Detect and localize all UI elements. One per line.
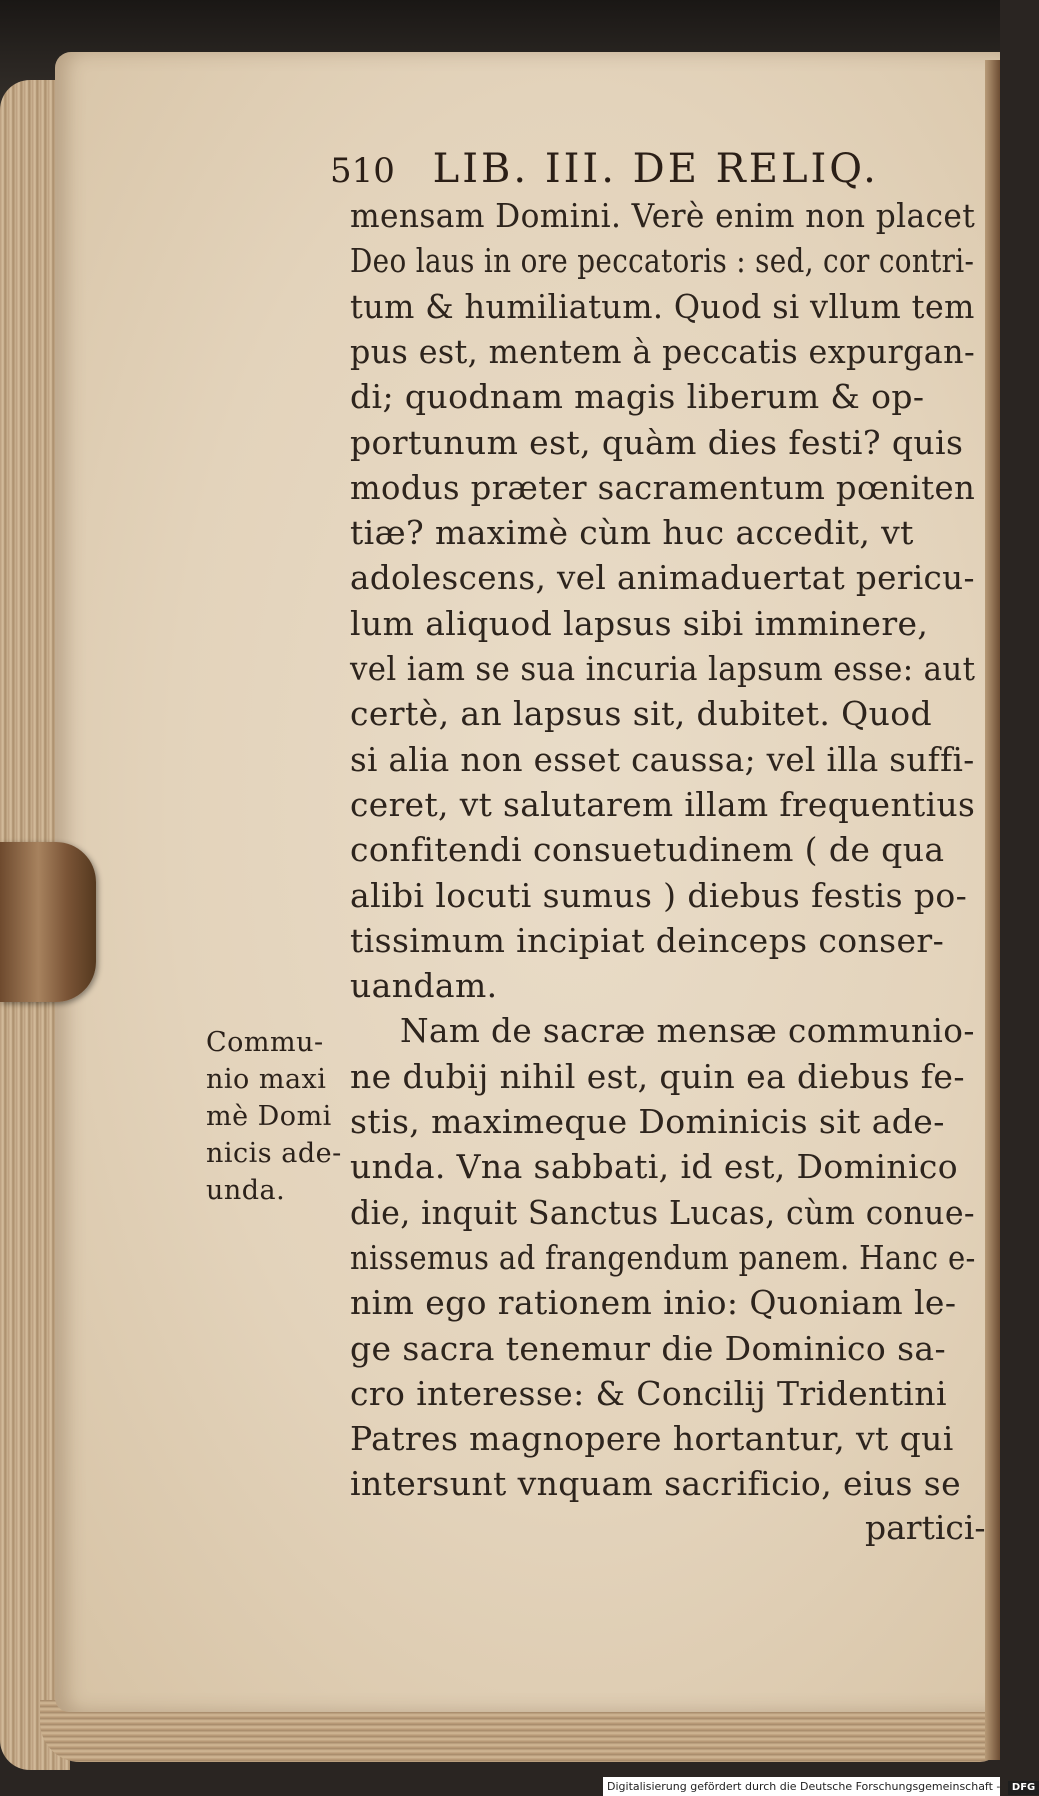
text-line: mensam Domini. Verè enim non placet [350,196,976,235]
text-line: portunum est, quàm dies festi? quis [350,423,964,462]
text-line: die, inquit Sanctus Lucas, cùm conue- [350,1193,976,1232]
margin-note-line: nicis ade- [206,1138,342,1169]
running-header [330,146,970,194]
text-line: adolescens, vel animaduertat pericu- [350,558,975,597]
text-line: lum aliquod lapsus sibi imminere, [350,604,929,643]
footer-text: Digitalisierung gefördert durch die Deutsche Forschungsgemeinschaft - [607,1780,1001,1793]
text-line: tissimum incipiat deinceps conser- [350,921,945,960]
text-line: nissemus ad frangendum panem. Hanc e- [350,1238,976,1277]
text-line: di; quodnam magis liberum & op- [350,377,925,416]
text-line: tiæ? maximè cùm huc accedit, vt [350,513,914,552]
text-line: stis, maximeque Dominicis sit ade- [350,1102,945,1141]
text-line: confitendi consuetudinem ( de qua [350,830,945,869]
book-binding-right [985,60,1000,1760]
text-line: ceret, vt salutarem illam frequentius [350,785,976,824]
text-line: certè, an lapsus sit, dubitet. Quod [350,694,933,733]
text-line: Deo laus in ore peccatoris : sed, cor contri- [350,241,975,280]
margin-note [206,1024,356,1209]
text-line: pus est, mentem à peccatis expurgan- [350,332,976,371]
text-line: tum & humiliatum. Quod si vllum tem [350,287,975,326]
text-line: nim ego rationem inio: Quoniam le- [350,1283,957,1322]
text-line: intersunt vnquam sacrificio, eius se [350,1464,961,1503]
dfg-logo: DFG [1008,1781,1039,1795]
text-line: vel iam se sua incuria lapsum esse: aut [350,649,976,688]
text-line: ge sacra tenemur die Dominico sa- [350,1329,947,1368]
text-line: Nam de sacræ mensæ communio- [400,1011,975,1050]
text-line: si alia non esset caussa; vel illa suffi- [350,740,975,779]
margin-note-line: nio maxi [206,1064,327,1095]
book-clasp [0,842,96,1002]
margin-note-line: mè Domi [206,1101,332,1132]
text-line: Patres magnopere hortantur, vt qui [350,1419,954,1458]
margin-note-line: Commu- [206,1027,324,1058]
catchword: partici- [865,1508,986,1547]
text-line: ne dubij nihil est, quin ea diebus fe- [350,1057,965,1096]
text-line: modus præter sacramentum pœniten [350,468,976,507]
digitization-footer [603,1777,1036,1796]
text-line: unda. Vna sabbati, id est, Dominico [350,1147,959,1186]
running-title: LIB. III. DE RELIQ. [432,146,879,192]
page-number: 510 [330,151,395,191]
text-line: cro interesse: & Concilij Tridentini [350,1374,947,1413]
text-line: alibi locuti sumus ) diebus festis po- [350,876,968,915]
margin-note-line: unda. [206,1175,286,1206]
text-line: uandam. [350,966,498,1005]
